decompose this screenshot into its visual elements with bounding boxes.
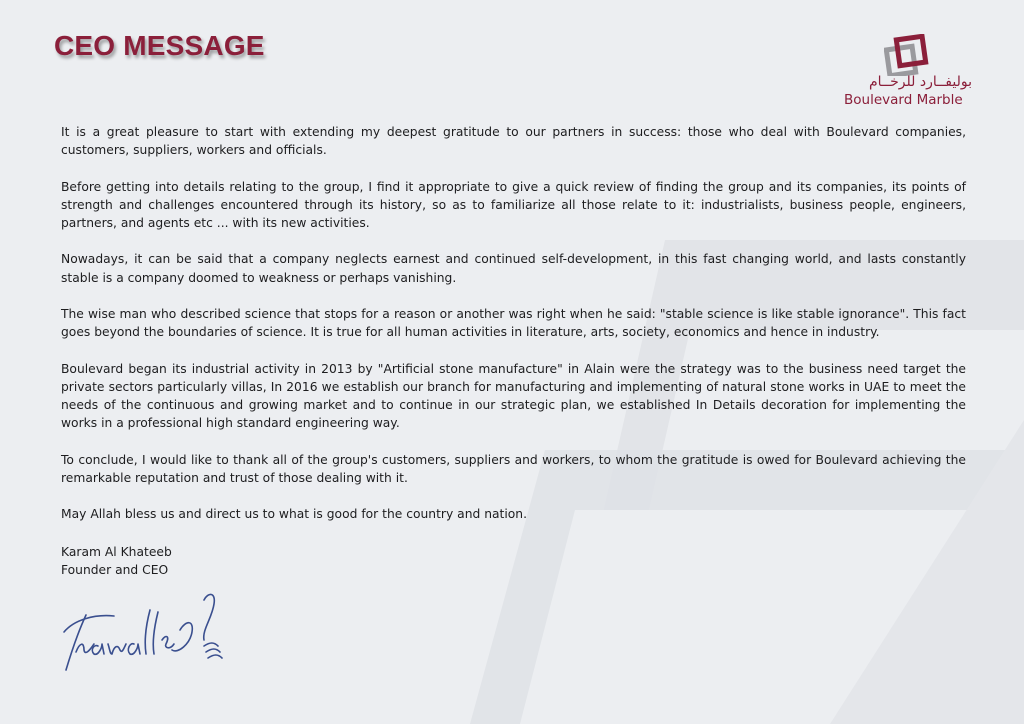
- paragraph: The wise man who described science that stops for a reason or another was right when he said: "stable science is like stable ignorance". This fact goes beyond the boundaries of science. It is true for all human activities in literature, arts, society, economics and hence in industry.: [61, 306, 966, 340]
- paragraph: To conclude, I would like to thank all of the group's customers, suppliers and workers, to whom the gratitude is owed for Boulevard achieving the remarkable reputation and trust of those dealing with it.: [61, 452, 966, 485]
- signatory-name: Karam Al Khateeb: [61, 545, 172, 559]
- paragraph: May Allah bless us and direct us to what is good for the country and nation.: [61, 507, 527, 522]
- signatory-role: Founder and CEO: [61, 563, 169, 578]
- logo-arabic-name: بوليفــارد للرخــام: [868, 74, 972, 90]
- logo-squares-icon: [884, 34, 934, 76]
- logo-english-name: Boulevard Marble: [844, 92, 963, 108]
- paragraph: Nowadays, it can be said that a company neglects earnest and continued self-development, in this fast changing world, and lasts constantly stable is a company doomed to weakness or perhaps vanishing.: [61, 252, 966, 285]
- paragraph: Boulevard began its industrial activity in 2013 by "Artificial stone manufacture" in Alain were the strategy was to the business need target the private sectors particularly villas, In 2016 we establish our branch for manufacturing and implementing of natural stone works in UAE to meet the needs of the continuous and growing market and to continue in our strategic plan, we established In Details decoration for implementing the works in a professional high standard engineering way.: [61, 361, 966, 431]
- paragraph: It is a great pleasure to start with extending my deepest gratitude to our partners in success: those who deal with Boulevard companies, customers, suppliers, workers and officials.: [61, 125, 966, 158]
- paragraph: Before getting into details relating to the group, I find it appropriate to give a quick review of finding the group and its companies, its points of strength and challenges encountered through its history, so as to familiarize all those relate to it: industrialists, business people, engineers, partners, and agents etc ... with its new activities.: [61, 179, 966, 230]
- handwritten-signature: [54, 570, 254, 680]
- page-title: CEO MESSAGE: [54, 30, 265, 61]
- ceo-message-body: [61, 123, 966, 542]
- company-logo: [836, 34, 986, 114]
